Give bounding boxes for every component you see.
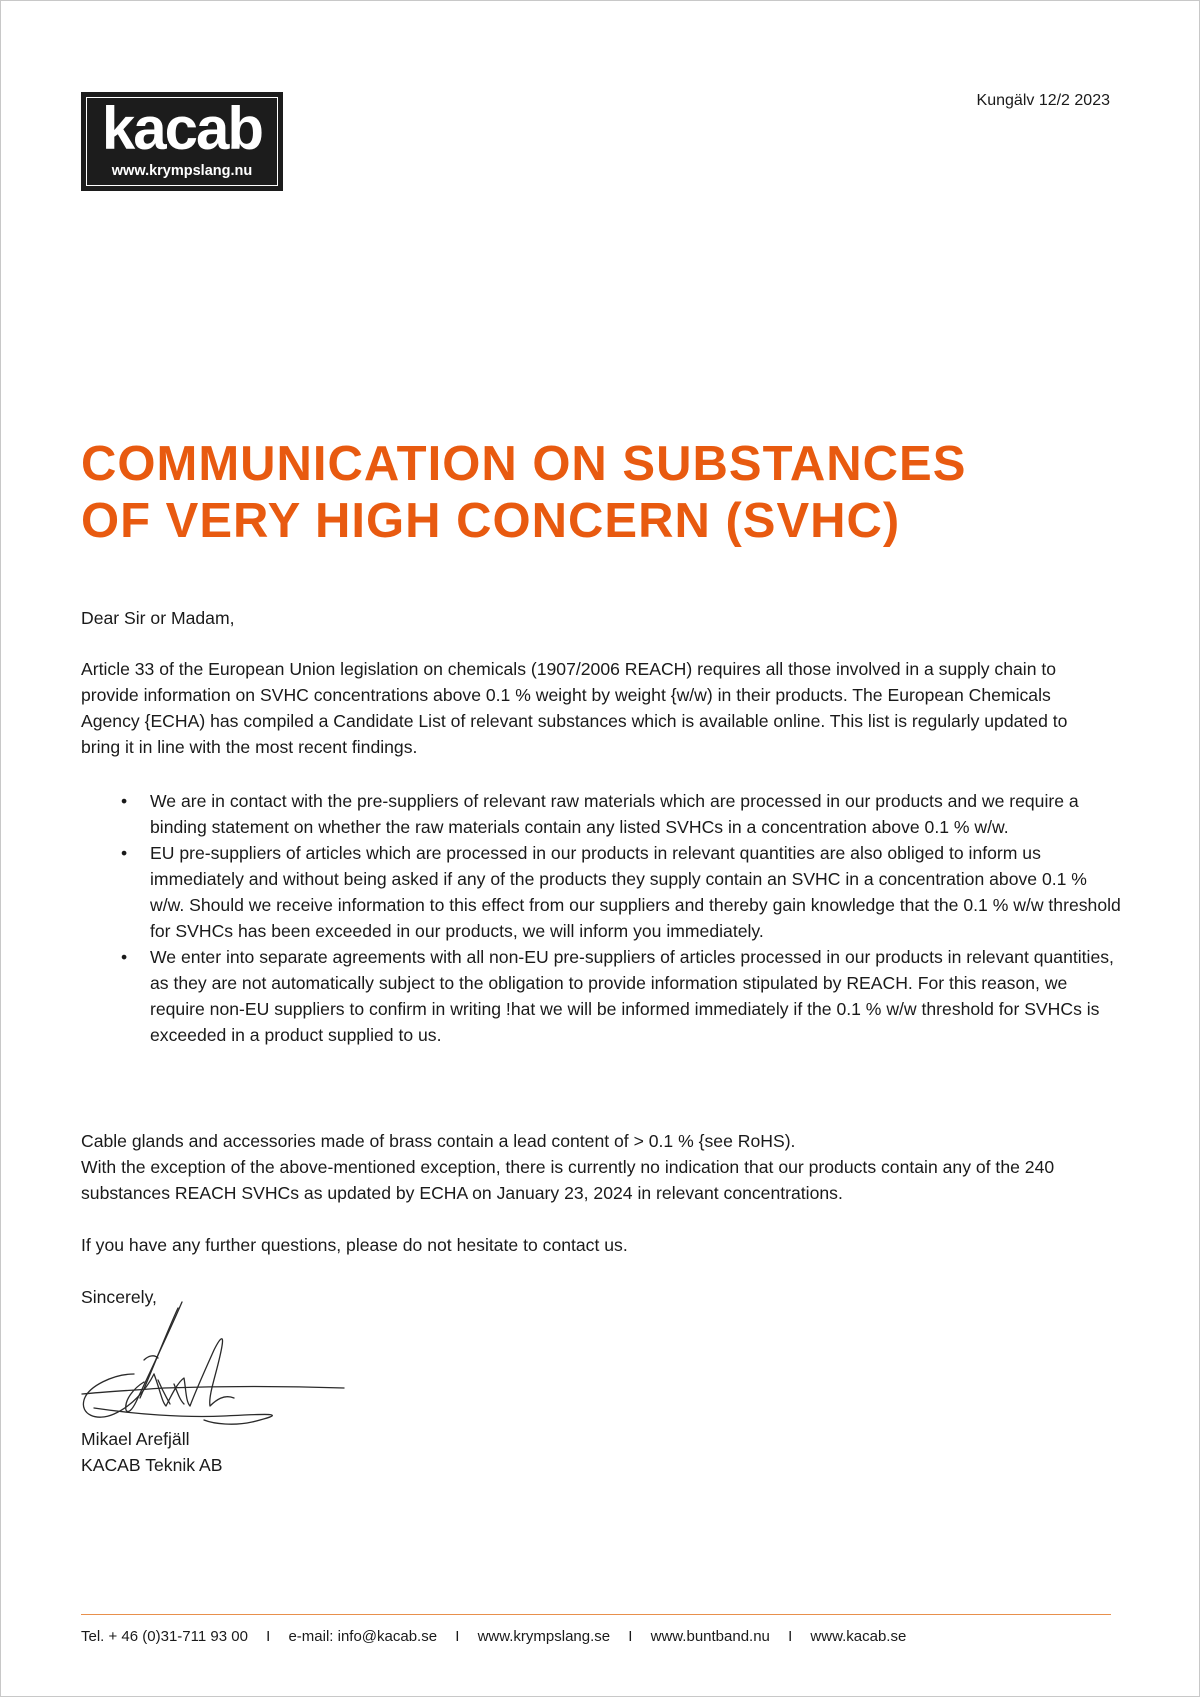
footer-link-buntband[interactable]: www.buntband.nu bbox=[650, 1628, 770, 1645]
document-title bbox=[81, 436, 966, 550]
bullet-icon: • bbox=[121, 947, 128, 967]
bullet-icon: • bbox=[121, 791, 128, 811]
logo-url: www.krympslang.nu bbox=[111, 163, 253, 179]
signer-block bbox=[81, 1426, 1111, 1478]
brass-line-1: Cable glands and accessories made of brass contain a lead content of > 0.1 % {see RoHS). bbox=[81, 1131, 796, 1151]
list-item-text: We are in contact with the pre-suppliers of relevant raw materials which are processed in our products and we require a binding statement on whether the raw materials contain any listed SVHCs in a concentration above 0.1 % w/w. bbox=[150, 791, 1079, 837]
kacab-logo bbox=[81, 92, 283, 191]
list-item bbox=[81, 944, 1121, 1048]
intro-paragraph: Article 33 of the European Union legislation on chemicals (1907/2006 REACH) requires all those involved in a supply chain to provide information on SVHC concentrations above 0.1 % weight by weight {w/w) in their products. The European Chemicals Agency {ECHA) has compiled a Candidate List of relevant substances which is available online. This list is regularly updated to bring it in line with the most recent findings. bbox=[81, 659, 1068, 757]
title-line-1: COMMUNICATION ON SUBSTANCES bbox=[81, 437, 967, 491]
signer-name: Mikael Arefjäll bbox=[81, 1429, 190, 1449]
questions-paragraph: If you have any further questions, please do not hesitate to contact us. bbox=[81, 1235, 628, 1255]
footer-link-kacab[interactable]: www.kacab.se bbox=[810, 1628, 907, 1645]
list-item-text: We enter into separate agreements with all non-EU pre-suppliers of articles processed in our products in relevant quantities, as they are not automatically subject to the obligation to provide information stipulated by REACH. For this reason, we require non-EU suppliers to confirm in writing !hat we will be informed immediately if the 0.1 % w/w threshold for SVHCs is exceeded in a product supplied to us. bbox=[150, 947, 1114, 1045]
footer-phone: Tel. + 46 (0)31-711 93 00 bbox=[81, 1628, 248, 1645]
signer-company: KACAB Teknik AB bbox=[81, 1455, 223, 1475]
logo-wordmark: kacab bbox=[101, 95, 263, 162]
footer-separator: I bbox=[628, 1628, 633, 1645]
commitments-list bbox=[81, 788, 1121, 1048]
list-item bbox=[81, 788, 1121, 840]
footer-divider bbox=[81, 1614, 1111, 1615]
footer-separator: I bbox=[788, 1628, 793, 1645]
brass-line-2: With the exception of the above-mentioned exception, there is currently no indication that our products contain any of the 240 substances REACH SVHCs as updated by ECHA on January 23, 2024 in relevant concentrations. bbox=[81, 1157, 1055, 1203]
bullet-icon: • bbox=[121, 843, 128, 863]
list-item-text: EU pre-suppliers of articles which are processed in our products in relevant quantities are also obliged to inform us immediately and without being asked if any of the products they supply contain an SVHC in a concentration above 0.1 % w/w. Should we receive information to this effect from our suppliers and thereby gain knowledge that the 0.1 % w/w threshold for SVHCs has been exceeded in our products, we will inform you immediately. bbox=[150, 843, 1121, 941]
title-line-2: OF VERY HIGH CONCERN (SVHC) bbox=[81, 494, 901, 548]
contact-footer bbox=[81, 1627, 906, 1647]
salutation: Dear Sir or Madam, bbox=[81, 608, 235, 628]
footer-separator: I bbox=[266, 1628, 271, 1645]
footer-separator: I bbox=[455, 1628, 460, 1645]
list-item bbox=[81, 840, 1121, 944]
letter-date: Kungälv 12/2 2023 bbox=[976, 92, 1110, 109]
signature-image bbox=[74, 1290, 354, 1430]
closing: Sincerely, bbox=[81, 1287, 157, 1307]
footer-email[interactable]: e-mail: info@kacab.se bbox=[288, 1628, 438, 1645]
footer-link-krympslang[interactable]: www.krympslang.se bbox=[477, 1628, 611, 1645]
brass-paragraph bbox=[81, 1128, 1111, 1206]
